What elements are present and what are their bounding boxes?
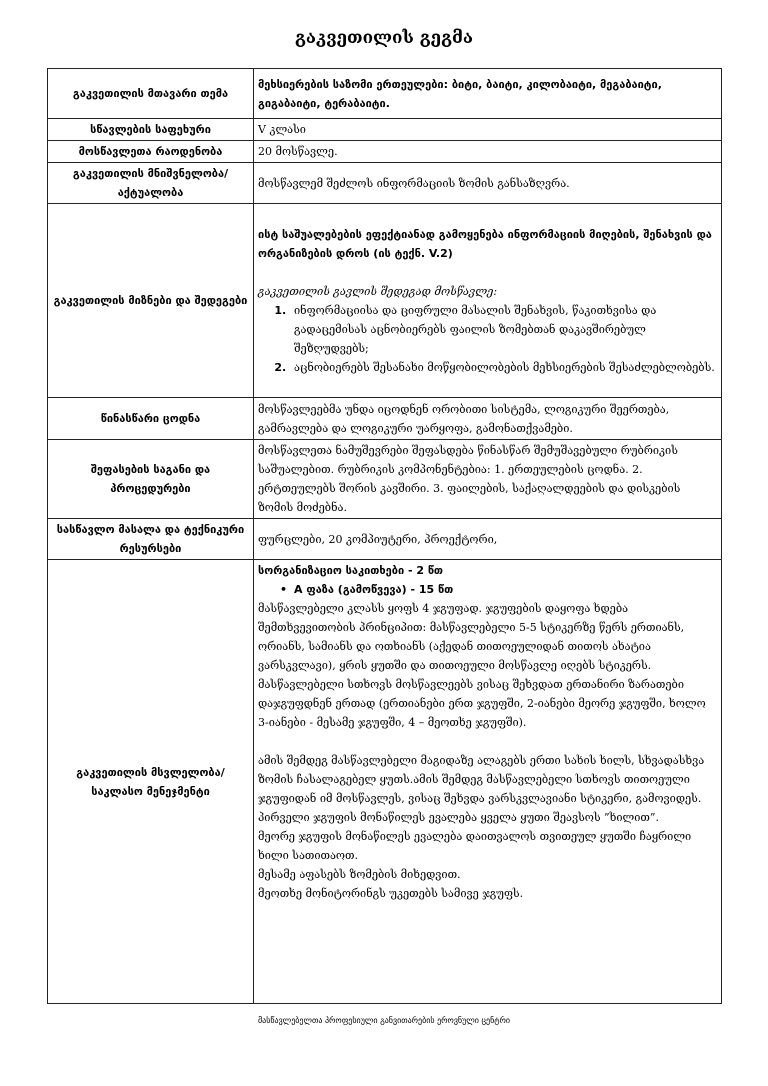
label-relevance: გაკვეთილის მნიშვნელობა/აქტუალობა	[48, 163, 254, 204]
process-group-2: მეორე ჯგუფის მონაწილეს ევალება დაითვალოს თვითეულ ყუთში ჩაყრილი ხილი სათითაოთ.	[258, 830, 692, 862]
process-paragraph-1: მასწავლებელი კლასს ყოფს 4 ჯგუფად. ჯგუფების დაყოფა ხდება შემთხვევითობის პრინციპით: მასწავლებელი 5-5 სტიკერზე წერს ერთიანს, ორიანს, სამიანს და ოთხიანს (აქედან თითოეულიდან თითოს ახატია ვარსკვლავი), ყრის ყუთში და თითოეული მოსწავლე იღებს სტიკერს. მასწავლებელი სთხოვს მოსწავლეებს ვისაც შეხვდათ ერთანირი ზარათები დაჯგუფდნენ ერთად (ერთიანები ერთ ჯგუფში, 2-იანები მეორე ჯგუფში, ხოლო 3-იანები - მესამე ჯგუფში, 4 – მეოთხე ჯგუფში).	[258, 602, 706, 729]
value-resources: ფურცლები, 20 კომპიუტერი, პროექტორი,	[254, 519, 722, 560]
lesson-plan-table	[47, 68, 722, 1004]
spacer	[258, 732, 717, 751]
label-resources: სასწავლო მასალა და ტექნიკური რესურსები	[48, 519, 254, 560]
page-footer: მასწავლებელთა პროფესიული განვითარების ეროვნული ცენტრი	[257, 1016, 511, 1025]
value-relevance: მოსწავლემ შეძლოს ინფორმაციის ზომის განსაზღვრა.	[254, 163, 722, 204]
row-process	[48, 560, 722, 1004]
value-topic	[254, 69, 722, 119]
goal-item: 1. ინფორმაციისა და ციფრული მასალის შენახვის, წაკითხვისა და გადაცემისას აცნობიერებს ფაილის ზომებთან დაკავშირებულ შეზღუდვებს;	[290, 301, 717, 358]
page-title: გაკვეთილის გეგმა	[294, 28, 474, 48]
label-prior-knowledge: წინასწარი ცოდნა	[48, 398, 254, 440]
label-assessment: შეფასების საგანი და პროცედურები	[48, 440, 254, 519]
label-topic: გაკვეთილის მთავარი თემა	[48, 69, 254, 119]
process-org-heading: სორგანიზაციო საკითხები - 2 წთ	[258, 564, 444, 577]
value-prior-knowledge: მოსწავლეებმა უნდა იცოდნენ ორობითი სისტემა, ლოგიკური შეერთება, გამრავლება და ლოგიკური უარყოფა, გამონათქვამები.	[254, 398, 722, 440]
row-relevance	[48, 163, 722, 204]
row-level	[48, 119, 722, 141]
label-students: მოსწავლეთა რაოდენობა	[48, 141, 254, 163]
label-level: სწავლების საფეხური	[48, 119, 254, 141]
row-goals	[48, 204, 722, 398]
row-resources	[48, 519, 722, 560]
topic-text: მეხსიერების საზომი ერთეულები: ბიტი, ბაიტი, კილობაიტი, მეგაბაიტი, გიგაბაიტი, ტერაბაიტი.	[258, 77, 662, 110]
value-assessment: მოსწავლეთა ნამუშევრები შეფასდება წინასწარ შემუშავებული რუბრიკის საშუალებით. რუბრიკის კომპონენტებია: 1. ერთეულების ცოდნა. 2. ერტთეულებს შორის კავშირი. 3. ფაილების, საქაღალდეების და დისკების ზომის მოძებნა.	[254, 440, 722, 519]
bullet-icon: •	[280, 583, 288, 596]
goals-intro: გაკვეთილის გავლის შედეგად მოსწავლე:	[258, 284, 498, 298]
spacer	[258, 263, 717, 282]
goals-standard: ისტ საშუალებების ეფექტიანად გამოყენება ინფორმაციის მიღების, შენახვის და ორგანიზების დროს (ის ტექნ. V.2)	[258, 227, 712, 260]
row-topic	[48, 69, 722, 119]
label-goals: გაკვეთილის მიზნები და შედეგები	[48, 204, 254, 398]
value-students: 20 მოსწავლე.	[254, 141, 722, 163]
label-process: გაკვეთილის მსვლელობა/საკლასო მენეჯმენტი	[48, 560, 254, 1004]
goal-item: 2. აცნობიერებს შესანახი მოწყობილობების მეხსიერების შესაძლებლობებს.	[290, 358, 717, 377]
value-goals	[254, 204, 722, 398]
goals-list	[258, 301, 717, 377]
row-assessment	[48, 440, 722, 519]
process-phase-text: A ფაზა (გამოწვევა) - 15 წთ	[294, 583, 454, 596]
process-group-3: მესამე აფასებს ზომების მიხედვით.	[258, 868, 461, 881]
value-level: V კლასი	[254, 119, 722, 141]
row-students	[48, 141, 722, 163]
process-phase	[258, 580, 717, 599]
row-prior-knowledge	[48, 398, 722, 440]
process-group-4: მეოთხე მონიტორინგს უკეთებს სამივე ჯგუფს.	[258, 887, 524, 900]
process-paragraph-2: ამის შემდეგ მასწავლებელი მაგიდაზე ალაგებს ერთი სახის ხილს, სხვადასხვა ზომის ჩასალაგებელ ყუთს.ამის შემდეგ მასწავლებელი სთხოვს თითოეული ჯგუფიდან იმ მოსწავლეს, ვისაც შეხვდა ვარსკვლავიანი სტიკერი, გამოვიდეს. პირველი ჯგუფის მონაწილეს ევალება ყველა ყუთი შეავსოს ”ხილით”.	[258, 754, 705, 824]
value-process	[254, 560, 722, 1004]
